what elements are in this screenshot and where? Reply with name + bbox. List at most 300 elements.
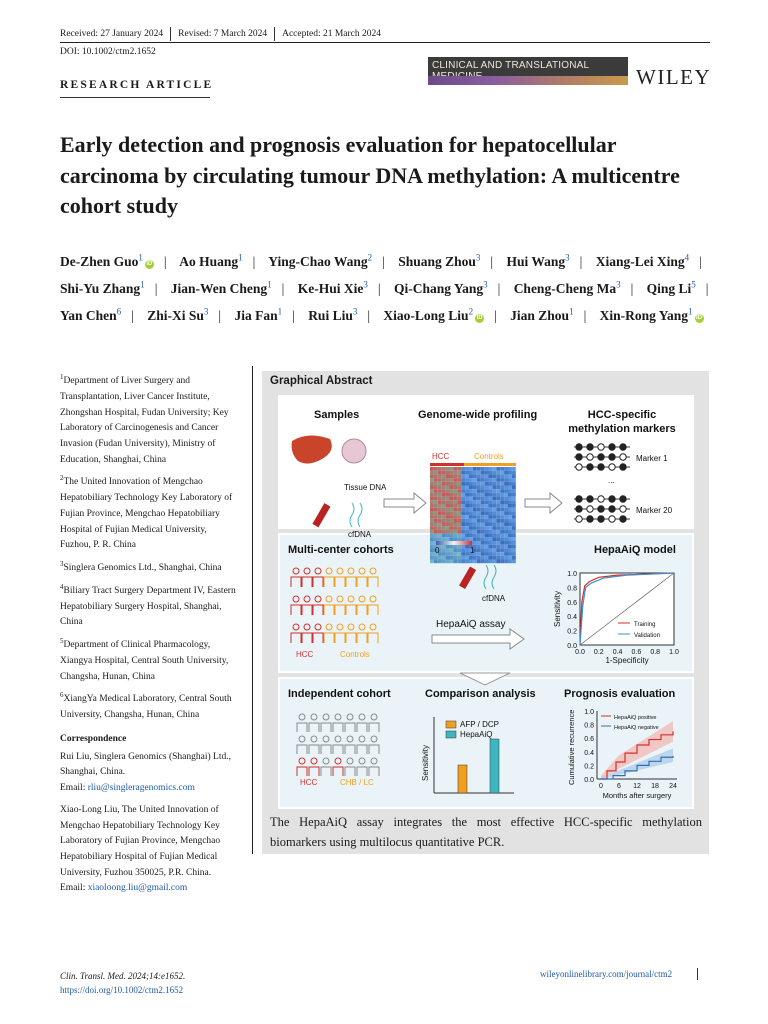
heatmap-cell	[465, 508, 469, 512]
heatmap-cell	[504, 541, 508, 545]
heatmap-cell	[438, 560, 442, 564]
heatmap-cell	[512, 526, 516, 530]
heatmap-cell	[453, 508, 457, 512]
affiliation-marker[interactable]: 3	[352, 306, 358, 316]
author-name[interactable]	[394, 281, 488, 296]
author-label: Shi-Yu Zhang	[60, 280, 141, 296]
heatmap-cell	[508, 556, 512, 560]
heatmap-cell	[461, 519, 465, 523]
chb-lc-label: CHB / LC	[340, 778, 374, 787]
affiliation	[60, 471, 240, 554]
heatmap-cell	[473, 497, 477, 501]
heatmap-cell	[508, 504, 512, 508]
author-separator: |	[218, 307, 222, 323]
ellipsis: ...	[608, 476, 615, 485]
heatmap-cell	[430, 552, 434, 556]
heatmap-cell	[504, 552, 508, 556]
heatmap-cell	[500, 508, 504, 512]
affiliation-marker[interactable]: 2	[468, 306, 474, 316]
km-legend-positive: HepaAiQ positive	[614, 715, 657, 721]
heatmap-cell	[450, 486, 454, 490]
methylated-site-icon	[587, 464, 593, 470]
heatmap-cell	[465, 556, 469, 560]
comparison-label: Comparison analysis	[425, 688, 536, 700]
heatmap-cell	[508, 471, 512, 475]
heatmap-cell	[461, 493, 465, 497]
heatmap-cell	[473, 511, 477, 515]
orcid-icon[interactable]: iD	[146, 260, 153, 267]
roc-ytick: 0.8	[567, 585, 577, 593]
author-name[interactable]	[234, 308, 282, 323]
km-ylabel: Cumulative recurrence	[567, 709, 576, 785]
heatmap-cell	[504, 519, 508, 523]
heatmap-cell	[465, 486, 469, 490]
publisher-logo: WILEY	[636, 65, 712, 89]
heatmap-cell	[434, 474, 438, 478]
heatmap-cell	[450, 526, 454, 530]
heatmap-cell	[492, 478, 496, 482]
author-separator: |	[252, 253, 256, 269]
heatmap-cell	[430, 471, 434, 475]
heatmap-cell	[450, 497, 454, 501]
affiliation-list	[60, 370, 240, 724]
heatmap-cell	[442, 515, 446, 519]
heatmap-cell	[512, 519, 516, 523]
heatmap-cell	[489, 500, 493, 504]
heatmap-cell	[442, 508, 446, 512]
heatmap-cell	[453, 534, 457, 538]
author-name[interactable]	[60, 308, 121, 323]
affiliation-marker[interactable]: 1	[140, 279, 145, 289]
heatmap-cell	[500, 523, 504, 527]
heatmap-cell	[500, 552, 504, 556]
author-name[interactable]	[171, 281, 272, 296]
heatmap-cell	[508, 548, 512, 552]
independent-label: Independent cohort	[288, 688, 391, 700]
methylated-site-icon	[576, 496, 582, 502]
roc-xtick: 0.0	[575, 649, 585, 656]
heatmap-cell	[461, 504, 465, 508]
heatmap-cell	[508, 537, 512, 541]
email-link[interactable]: rliu@singleragenomics.com	[87, 783, 195, 794]
heatmap-cell	[457, 552, 461, 556]
heatmap-cell	[446, 537, 450, 541]
heatmap-cell	[512, 467, 516, 471]
heatmap-cell	[496, 515, 500, 519]
affiliation-marker[interactable]: 4	[684, 252, 690, 262]
author-name[interactable]	[506, 254, 569, 269]
unmethylated-site-icon	[620, 454, 626, 460]
heatmap-cell	[461, 482, 465, 486]
heatmap-cell	[430, 482, 434, 486]
heatmap-cell	[500, 545, 504, 549]
methylated-site-icon	[609, 496, 615, 502]
heatmap-cell	[430, 508, 434, 512]
heatmap-cell	[438, 537, 442, 541]
heatmap-cell	[492, 548, 496, 552]
heatmap-cell	[450, 530, 454, 534]
heatmap-cell	[473, 526, 477, 530]
heatmap-cell	[500, 467, 504, 471]
heatmap-cell	[504, 478, 508, 482]
author-label: Xiao-Long Liu	[383, 307, 469, 323]
heatmap-cell	[485, 493, 489, 497]
heatmap-cell	[500, 537, 504, 541]
heatmap-cell	[473, 508, 477, 512]
affiliation-marker[interactable]: 6	[116, 306, 122, 316]
heatmap-cell	[461, 497, 465, 501]
heatmap-cell	[446, 534, 450, 538]
heatmap-cell	[481, 560, 485, 564]
history-dates	[60, 27, 381, 41]
heatmap-cell	[457, 530, 461, 534]
heatmap-cell	[434, 467, 438, 471]
heatmap-cell	[492, 500, 496, 504]
heatmap-cell	[496, 478, 500, 482]
heatmap-cell	[477, 560, 481, 564]
graphical-abstract-figure	[278, 395, 694, 809]
heatmap-cell	[453, 504, 457, 508]
unmethylated-site-icon	[620, 506, 626, 512]
heatmap-cell	[434, 478, 438, 482]
heatmap-cell	[485, 537, 489, 541]
heatmap-cell	[453, 519, 457, 523]
heatmap-cell	[508, 534, 512, 538]
heatmap-cell	[477, 486, 481, 490]
heatmap-cell	[500, 541, 504, 545]
heatmap-cell	[481, 556, 485, 560]
heatmap-cell	[508, 541, 512, 545]
heatmap-cell	[504, 500, 508, 504]
heatmap-cell	[481, 474, 485, 478]
heatmap-cell	[477, 519, 481, 523]
legend-hepaaiq: HepaAiQ	[460, 730, 493, 739]
heatmap-cell	[508, 486, 512, 490]
heatmap-cell	[453, 530, 457, 534]
km-ytick: 0.0	[584, 777, 594, 784]
heatmap-cell	[457, 548, 461, 552]
author-label: Jian Zhou	[510, 307, 570, 323]
author-name[interactable]	[298, 281, 368, 296]
heatmap-cell	[461, 548, 465, 552]
methylated-site-icon	[587, 444, 593, 450]
author-label: De-Zhen Guo	[60, 253, 139, 269]
heatmap-cell	[489, 511, 493, 515]
heatmap-cell	[430, 511, 434, 515]
author-separator: |	[154, 280, 158, 296]
heatmap-cell	[485, 486, 489, 490]
heatmap-cell	[446, 552, 450, 556]
orcid-icon[interactable]: iD	[696, 314, 703, 321]
km-xlabel: Months after surgery	[602, 791, 672, 800]
footer-site	[540, 969, 672, 979]
heatmap-cell	[461, 526, 465, 530]
affiliation	[60, 688, 240, 724]
author-name[interactable]	[600, 308, 704, 323]
heatmap-cell	[477, 534, 481, 538]
affiliation-number: 5	[60, 637, 64, 646]
km-xtick: 12	[633, 783, 641, 790]
affiliation-marker[interactable]: 3	[203, 306, 209, 316]
heatmap-cell	[430, 526, 434, 530]
heatmap-cell	[453, 523, 457, 527]
heatmap-cell	[465, 500, 469, 504]
heatmap-cell	[473, 486, 477, 490]
author-name[interactable]	[179, 254, 242, 269]
heatmap-cell	[485, 519, 489, 523]
author-name[interactable]	[383, 308, 484, 323]
heatmap-cell	[500, 526, 504, 530]
heatmap-cell	[442, 474, 446, 478]
heatmap-cell	[469, 500, 473, 504]
affiliation	[60, 634, 240, 685]
heatmap-cell	[457, 508, 461, 512]
affiliation-marker[interactable]: 1	[688, 306, 693, 316]
roc-ytick: 0.6	[567, 599, 577, 607]
km-xtick: 6	[617, 783, 621, 790]
affiliation-text: XiangYa Medical Laboratory, Central South University, Changsha, Hunan, China	[60, 694, 232, 721]
roc-ytick: 1.0	[567, 571, 577, 578]
affiliation-marker[interactable]: 3	[363, 279, 368, 289]
roc-ytick: 0.4	[567, 614, 577, 622]
heatmap-cell	[430, 519, 434, 523]
heatmap-cell	[481, 467, 485, 471]
heatmap-cell	[504, 534, 508, 538]
heatmap-cell	[457, 519, 461, 523]
heatmap-cell	[508, 508, 512, 512]
heatmap-cell	[477, 478, 481, 482]
author-separator: |	[630, 280, 634, 296]
heatmap-cell	[438, 504, 442, 508]
author-separator: |	[382, 253, 385, 269]
heatmap-cell	[485, 474, 489, 478]
heatmap-cell	[512, 523, 516, 527]
heatmap-cell	[434, 486, 438, 490]
affiliation-marker[interactable]: 1	[569, 306, 574, 316]
affiliation-marker[interactable]: 1	[138, 252, 143, 262]
heatmap-cell	[489, 486, 493, 490]
heatmap-cell	[442, 545, 446, 549]
revised-date: Revised: 7 March 2024	[178, 29, 268, 39]
heatmap-cell	[457, 471, 461, 475]
affiliation-marker[interactable]: 3	[483, 279, 488, 289]
heatmap-cell	[457, 489, 461, 493]
methylated-site-icon	[620, 516, 626, 522]
heatmap-cell	[473, 474, 477, 478]
markers-title: methylation markers	[568, 423, 676, 435]
heatmap-cell	[508, 497, 512, 501]
heatmap-cell	[477, 530, 481, 534]
affiliation-marker[interactable]: 1	[277, 306, 283, 316]
affiliation-marker[interactable]: 5	[691, 279, 696, 289]
heatmap-cell	[512, 478, 516, 482]
author-label: Xiang-Lei Xing	[595, 253, 685, 269]
author-name[interactable]	[510, 308, 573, 323]
heatmap-cell	[481, 489, 485, 493]
heatmap-cell	[485, 534, 489, 538]
heatmap-cell	[512, 534, 516, 538]
heatmap-cell	[500, 497, 504, 501]
affiliation-text: Department of Clinical Pharmacology, Xiangya Hospital, Central South University, Changsha, Hunan, China	[60, 640, 229, 682]
author-label: Hui Wang	[506, 253, 566, 269]
cohorts-label: Multi-center cohorts	[288, 544, 394, 556]
heatmap-cell	[461, 489, 465, 493]
author-name[interactable]	[308, 308, 357, 323]
heatmap-cell	[489, 497, 493, 501]
author-name[interactable]	[60, 281, 145, 296]
heatmap-cell	[508, 552, 512, 556]
author-name[interactable]	[596, 254, 689, 269]
doi[interactable]: DOI: 10.1002/ctm2.1652	[60, 47, 156, 57]
heatmap-cell	[465, 523, 469, 527]
author-name[interactable]	[398, 254, 480, 269]
author-label: Cheng-Cheng Ma	[513, 280, 617, 296]
heatmap-cell	[430, 534, 434, 538]
author-name[interactable]	[268, 254, 372, 269]
heatmap-cell	[477, 474, 481, 478]
heatmap-cell	[489, 545, 493, 549]
author-label: Jia Fan	[234, 307, 278, 323]
journal-site-link[interactable]: wileyonlinelibrary.com/journal/ctm2	[540, 969, 673, 979]
heatmap-cell	[500, 560, 504, 564]
affiliation-number: 1	[60, 373, 64, 381]
orcid-icon[interactable]: iD	[476, 314, 483, 321]
author-name[interactable]	[147, 308, 208, 323]
heatmap-cell	[430, 474, 434, 478]
heatmap-cell	[434, 530, 438, 534]
heatmap-cell	[461, 530, 465, 534]
heatmap-cell	[473, 515, 477, 519]
author-name[interactable]	[60, 254, 154, 269]
heatmap-cell	[469, 534, 473, 538]
heatmap-cell	[434, 489, 438, 493]
heatmap-cell	[434, 556, 438, 560]
author-separator: |	[490, 253, 494, 269]
heatmap-cell	[434, 560, 438, 564]
prognosis-label: Prognosis evaluation	[564, 688, 676, 700]
assay-label: HepaAiQ assay	[436, 619, 506, 630]
author-label: Ke-Hui Xie	[297, 280, 364, 296]
heatmap-cell	[477, 511, 481, 515]
heatmap-cell	[450, 515, 454, 519]
heatmap-cell	[512, 552, 516, 556]
doi-link[interactable]: https://doi.org/10.1002/ctm2.1652	[60, 985, 184, 995]
heatmap-cell	[504, 530, 508, 534]
heatmap-cell	[438, 523, 442, 527]
heatmap-cell	[492, 545, 496, 549]
heatmap-cell	[438, 500, 442, 504]
heatmap-cell	[438, 515, 442, 519]
heatmap-cell	[489, 530, 493, 534]
affiliations-column	[60, 370, 240, 900]
heatmap-cell	[453, 537, 457, 541]
heatmap-cell	[473, 478, 477, 482]
heatmap-cell	[438, 556, 442, 560]
heatmap-cell	[465, 526, 469, 530]
roc-xtick: 0.8	[650, 649, 661, 656]
affiliation-marker[interactable]: 3	[475, 252, 481, 262]
heatmap-cell	[485, 530, 489, 534]
heatmap-cell	[481, 478, 485, 482]
article-type: RESEARCH ARTICLE	[60, 79, 214, 91]
heatmap-cell	[481, 497, 485, 501]
heatmap-cell	[446, 489, 450, 493]
heatmap-cell	[457, 545, 461, 549]
heatmap-cell	[504, 560, 508, 564]
heatmap-cell	[489, 534, 493, 538]
author-separator: |	[367, 307, 371, 323]
heatmap-cell	[430, 537, 434, 541]
heatmap-cell	[500, 556, 504, 560]
heatmap-cell	[461, 552, 465, 556]
heatmap-cell	[446, 508, 450, 512]
heatmap-cell	[442, 493, 446, 497]
heatmap-cell	[477, 548, 481, 552]
affiliation-marker[interactable]: 1	[267, 279, 272, 289]
heatmap-cell	[457, 515, 461, 519]
heatmap-cell	[512, 500, 516, 504]
heatmap-cell	[465, 471, 469, 475]
heatmap-cell	[461, 534, 465, 538]
heatmap-cell	[434, 515, 438, 519]
affiliation-marker[interactable]: 3	[565, 252, 570, 262]
heatmap-cell	[481, 511, 485, 515]
footer-rule	[697, 968, 698, 980]
heatmap-cell	[504, 515, 508, 519]
heatmap-cell	[453, 511, 457, 515]
email-link[interactable]: xiaoloong.liu@gmail.com	[87, 883, 188, 894]
heatmap-cell	[450, 478, 454, 482]
heatmap-cell	[496, 467, 500, 471]
affiliation-marker[interactable]: 3	[616, 279, 621, 289]
heatmap-cell	[477, 489, 481, 493]
heatmap-cell	[489, 508, 493, 512]
heatmap-cell	[469, 560, 473, 564]
heatmap-cell	[469, 471, 473, 475]
heatmap-cell	[489, 552, 493, 556]
heatmap-cell	[500, 471, 504, 475]
heatmap-cell	[489, 489, 493, 493]
author-name[interactable]	[647, 281, 696, 296]
heatmap-cell	[485, 515, 489, 519]
heatmap-cell	[430, 504, 434, 508]
heatmap-cell	[430, 486, 434, 490]
heatmap-cell	[446, 545, 450, 549]
profiling-label: Genome-wide profiling	[418, 409, 538, 421]
heatmap-cell	[492, 523, 496, 527]
heatmap-cell	[477, 471, 481, 475]
heatmap-cell	[450, 493, 454, 497]
heatmap-cell	[508, 515, 512, 519]
heatmap-cell	[500, 511, 504, 515]
affiliation-marker[interactable]: 2	[367, 252, 373, 262]
author-name[interactable]	[514, 281, 621, 296]
heatmap-cell	[434, 511, 438, 515]
journal-banner	[428, 57, 628, 85]
heatmap-cell	[473, 530, 477, 534]
affiliation-marker[interactable]: 1	[238, 252, 243, 262]
heatmap-cell	[489, 519, 493, 523]
heatmap-cell	[446, 526, 450, 530]
methylated-site-icon	[620, 496, 626, 502]
heatmap-cell	[442, 530, 446, 534]
heatmap-cell	[461, 500, 465, 504]
heatmap-cell	[492, 541, 496, 545]
heatmap-cell	[512, 515, 516, 519]
heatmap-cell	[461, 537, 465, 541]
legend-hepaaiq-swatch	[446, 731, 456, 738]
heatmap-cell	[469, 530, 473, 534]
